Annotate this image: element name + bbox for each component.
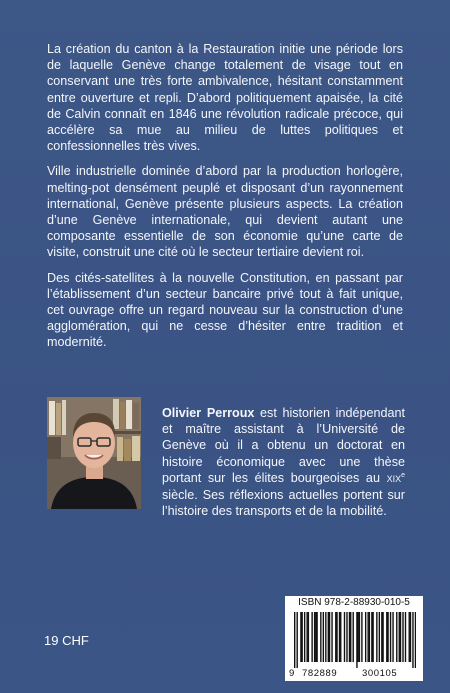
author-photo: [47, 397, 141, 509]
author-bio: [162, 405, 405, 519]
blurb-paragraph-3: Des cités-satellites à la nouvelle Constitution, en passant par l’établissement d’un secteur bancaire privé tout à fait unique, cet ouvrage offre un regard nouveau sur la construction d’une agglomération, qui ne cesse d’hésiter entre tradition et modernité.: [47, 270, 403, 350]
blurb-text: [47, 41, 403, 360]
blurb-paragraph-2: Ville industrielle dominée d’abord par la production horlogère, melting-pot densément peuplé et disposant d’un rayonnement international, Genève présente plusieurs aspects. La création d’une Genève internationale, qui devient autant une composante essentielle de son économie qu’une carte de visite, construit une cité où le secteur tertiaire devient roi.: [47, 164, 403, 260]
blurb-paragraph-1: La création du canton à la Restauration initie une période lors de laquelle Genève change totalement de visage tout en conservant une très forte ambivalence, hésitant constamment entre ouverture et repli. D’abord politiquement apaisée, la cité de Calvin connaît en 1846 une révolution radicale précoce, qui accélère sa mue au milieu de luttes politiques et confessionnelles très vives.: [47, 42, 403, 154]
century-roman: XIX: [386, 473, 402, 484]
barcode-right-digits: 300105: [362, 668, 398, 679]
author-portrait-illustration: [47, 397, 141, 509]
isbn-label: ISBN 978-2-88930-010-5: [298, 597, 410, 608]
barcode-icon: [294, 612, 416, 668]
author-bio-text-1: est historien indépendant et maître assistant à l’Université de Genève où il a obtenu un doctorat en histoire économique avec une thèse portant sur les élites bourgeoises au: [162, 406, 406, 485]
price-label: 19 CHF: [44, 633, 89, 648]
author-name: Olivier Perroux: [162, 406, 255, 420]
barcode-left-digits: 782889: [302, 668, 338, 679]
barcode-lead-digit: 9: [289, 668, 295, 679]
author-bio-text-2: siècle. Ses réflexions actuelles portent sur l’histoire des transports et de la mobilité.: [162, 488, 405, 519]
century-superscript: e: [401, 471, 405, 479]
